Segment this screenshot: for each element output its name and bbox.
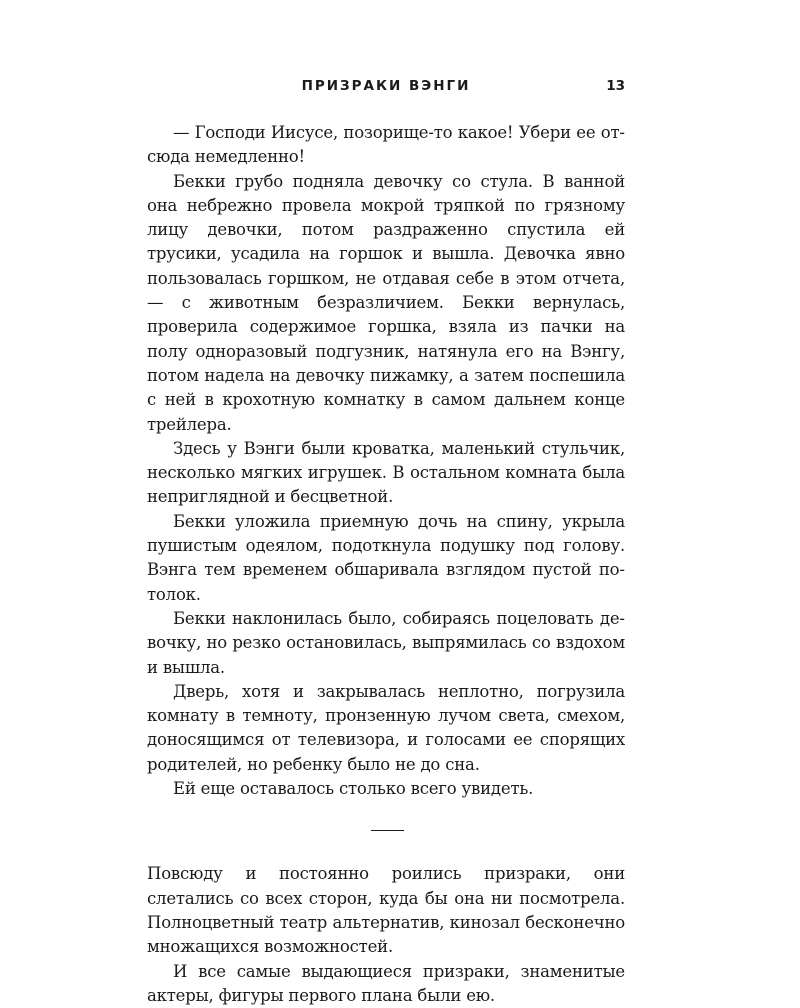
paragraph: — Господи Иисусе, позорище-то какое! Убери ее отсюда немедленно! [147, 121, 625, 170]
paragraph: Повсюду и постоянно роились призраки, они слетались со всех сторон, куда бы она ни посмотрела. Полноцветный театр альтернатив, кинозал бесконечно множащихся возможностей. [147, 862, 625, 959]
paragraph: Бекки грубо подняла девочку со стула. В ванной она небрежно провела мокрой тряпкой по грязному лицу девочки, потом раздраженно спустила ей трусики, усадила на горшок и вышла. Девочка явно пользовалась горшком, не отдавая себе в этом отчета, — с животным безразличием. Бекки вернулась, проверила содержимое горшка, взяла из пачки на полу одноразовый подгузник, натянула его на Вэнгу, потом надела на девочку пижамку, а затем поспешила с ней в крохотную комнатку в самом дальнем конце трейлера. [147, 170, 625, 437]
section-divider-rule [371, 830, 404, 831]
paragraph: Бекки наклонилась было, собираясь поцеловать девочку, но резко остановилась, выпрямилась со вздохом и вышла. [147, 607, 625, 680]
running-title: ПРИЗРАКИ ВЭНГИ [147, 78, 625, 94]
body-text [147, 121, 625, 1008]
paragraph: Ей еще оставалось столько всего увидеть. [147, 777, 625, 801]
paragraph: И все самые выдающиеся призраки, знаменитые актеры, фигуры первого плана были ею. [147, 960, 625, 1008]
paragraph: Дверь, хотя и закрывалась неплотно, погрузила комнату в темноту, пронзенную лучом света, смехом, доносящимся от телевизора, и голосами ее спорящих родителей, но ребенку было не до сна. [147, 680, 625, 777]
running-header [147, 74, 625, 100]
paragraph: Бекки уложила приемную дочь на спину, укрыла пушистым одеялом, подоткнула подушку под голову. Вэнга тем временем обшаривала взглядом пустой потолок. [147, 510, 625, 607]
page-number: 13 [606, 78, 625, 94]
section-break [147, 801, 625, 862]
paragraph: Здесь у Вэнги были кроватка, маленький стульчик, несколько мягких игрушек. В остальном комната была неприглядной и бесцветной. [147, 437, 625, 510]
